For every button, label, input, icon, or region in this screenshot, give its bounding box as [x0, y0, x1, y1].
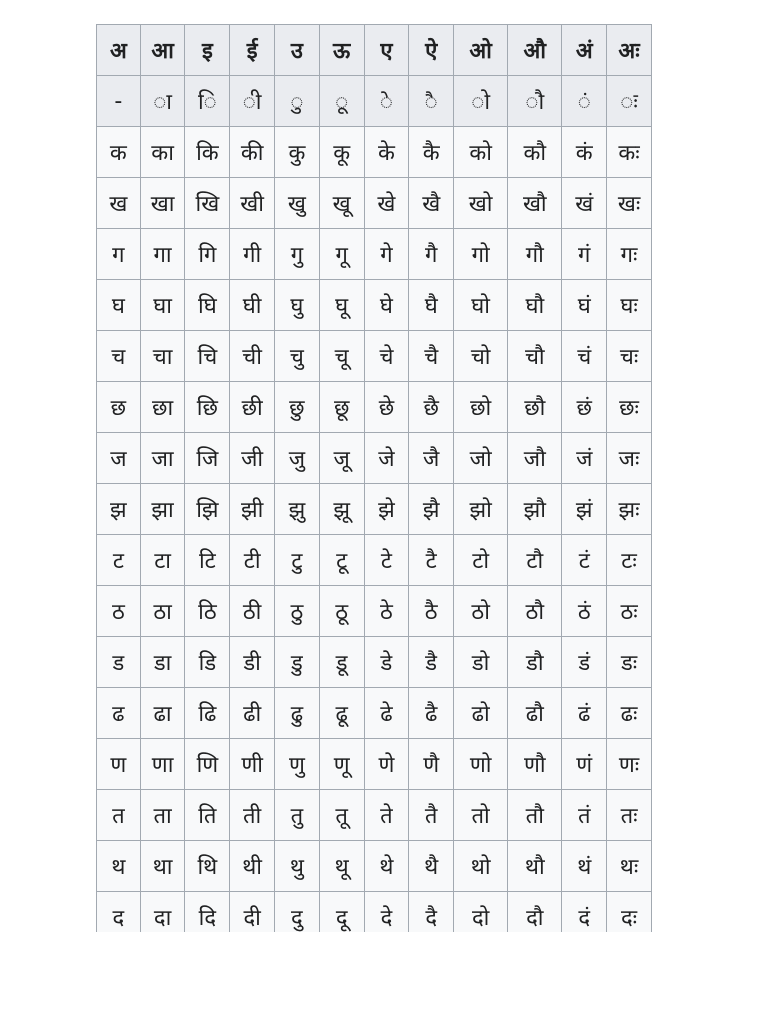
syllable-cell: छि	[185, 382, 230, 433]
syllable-cell: दू	[319, 892, 364, 933]
syllable-cell: घू	[319, 280, 364, 331]
syllable-cell: ठी	[230, 586, 275, 637]
syllable-cell: खै	[409, 178, 454, 229]
syllable-cell: जं	[562, 433, 607, 484]
syllable-cell: णू	[319, 739, 364, 790]
matra-header-cell: ◌ू	[319, 76, 364, 127]
syllable-cell: झू	[319, 484, 364, 535]
table-viewport	[96, 24, 652, 932]
syllable-cell: ढे	[364, 688, 409, 739]
syllable-cell: झः	[607, 484, 652, 535]
syllable-cell: ती	[230, 790, 275, 841]
syllable-cell: झे	[364, 484, 409, 535]
matra-header-cell: ◌ा	[140, 76, 185, 127]
syllable-cell: का	[140, 127, 185, 178]
syllable-cell: खी	[230, 178, 275, 229]
syllable-cell: चौ	[508, 331, 562, 382]
table-row	[97, 229, 652, 280]
syllable-cell: जु	[275, 433, 320, 484]
syllable-cell: छं	[562, 382, 607, 433]
syllable-cell: खौ	[508, 178, 562, 229]
syllable-cell: छी	[230, 382, 275, 433]
syllable-cell: चि	[185, 331, 230, 382]
syllable-cell: दा	[140, 892, 185, 933]
syllable-cell: तं	[562, 790, 607, 841]
syllable-cell: तु	[275, 790, 320, 841]
syllable-cell: टै	[409, 535, 454, 586]
syllable-cell: ठो	[454, 586, 508, 637]
syllable-cell: डौ	[508, 637, 562, 688]
syllable-cell: जो	[454, 433, 508, 484]
syllable-table-body	[97, 127, 652, 933]
syllable-cell: झी	[230, 484, 275, 535]
syllable-cell: टु	[275, 535, 320, 586]
syllable-cell: खू	[319, 178, 364, 229]
syllable-cell: झ	[97, 484, 141, 535]
syllable-cell: थः	[607, 841, 652, 892]
syllable-cell: चं	[562, 331, 607, 382]
syllable-cell: टौ	[508, 535, 562, 586]
syllable-cell: ढः	[607, 688, 652, 739]
table-row	[97, 739, 652, 790]
syllable-cell: छो	[454, 382, 508, 433]
syllable-cell: घि	[185, 280, 230, 331]
syllable-cell: थ	[97, 841, 141, 892]
syllable-cell: को	[454, 127, 508, 178]
syllable-cell: दै	[409, 892, 454, 933]
table-row	[97, 688, 652, 739]
syllable-cell: खं	[562, 178, 607, 229]
syllable-cell: टः	[607, 535, 652, 586]
syllable-cell: चू	[319, 331, 364, 382]
syllable-cell: ढू	[319, 688, 364, 739]
syllable-cell: छु	[275, 382, 320, 433]
syllable-cell: णि	[185, 739, 230, 790]
syllable-cell: तः	[607, 790, 652, 841]
matra-header-cell: ◌ी	[230, 76, 275, 127]
table-row	[97, 280, 652, 331]
table-row	[97, 637, 652, 688]
matra-header-row	[97, 76, 652, 127]
table-row	[97, 841, 652, 892]
syllable-cell: जौ	[508, 433, 562, 484]
syllable-cell: णु	[275, 739, 320, 790]
syllable-cell: दः	[607, 892, 652, 933]
vowel-header-cell: इ	[185, 25, 230, 76]
syllable-cell: छौ	[508, 382, 562, 433]
matra-header-cell: -	[97, 76, 141, 127]
syllable-cell: ची	[230, 331, 275, 382]
syllable-cell: टा	[140, 535, 185, 586]
vowel-header-cell: आ	[140, 25, 185, 76]
syllable-cell: डे	[364, 637, 409, 688]
syllable-cell: घे	[364, 280, 409, 331]
syllable-cell: झि	[185, 484, 230, 535]
syllable-cell: तो	[454, 790, 508, 841]
matra-header-cell: ◌ै	[409, 76, 454, 127]
syllable-cell: था	[140, 841, 185, 892]
syllable-cell: जि	[185, 433, 230, 484]
syllable-cell: चु	[275, 331, 320, 382]
syllable-cell: कौ	[508, 127, 562, 178]
syllable-cell: ढी	[230, 688, 275, 739]
syllable-cell: डु	[275, 637, 320, 688]
syllable-cell: खा	[140, 178, 185, 229]
matra-header-cell: ◌ो	[454, 76, 508, 127]
syllable-cell: कू	[319, 127, 364, 178]
vowel-header-cell: ऐ	[409, 25, 454, 76]
vowel-header-cell: ए	[364, 25, 409, 76]
table-row	[97, 790, 652, 841]
syllable-cell: ठा	[140, 586, 185, 637]
table-row	[97, 892, 652, 933]
syllable-cell: घं	[562, 280, 607, 331]
syllable-cell: णो	[454, 739, 508, 790]
syllable-cell: गो	[454, 229, 508, 280]
syllable-cell: ड	[97, 637, 141, 688]
syllable-cell: घौ	[508, 280, 562, 331]
syllable-cell: कः	[607, 127, 652, 178]
syllable-cell: टू	[319, 535, 364, 586]
syllable-cell: थि	[185, 841, 230, 892]
syllable-cell: डा	[140, 637, 185, 688]
syllable-cell: कु	[275, 127, 320, 178]
syllable-cell: खो	[454, 178, 508, 229]
syllable-cell: चः	[607, 331, 652, 382]
syllable-cell: गा	[140, 229, 185, 280]
syllable-cell: थु	[275, 841, 320, 892]
syllable-cell: जे	[364, 433, 409, 484]
syllable-cell: डू	[319, 637, 364, 688]
syllable-cell: घु	[275, 280, 320, 331]
syllable-cell: टी	[230, 535, 275, 586]
syllable-cell: ण	[97, 739, 141, 790]
syllable-cell: खः	[607, 178, 652, 229]
syllable-cell: चै	[409, 331, 454, 382]
syllable-cell: टे	[364, 535, 409, 586]
syllable-cell: झौ	[508, 484, 562, 535]
syllable-cell: घै	[409, 280, 454, 331]
syllable-cell: णं	[562, 739, 607, 790]
syllable-cell: डि	[185, 637, 230, 688]
syllable-cell: ढा	[140, 688, 185, 739]
syllable-cell: ठि	[185, 586, 230, 637]
syllable-cell: की	[230, 127, 275, 178]
table-row	[97, 535, 652, 586]
syllable-cell: द	[97, 892, 141, 933]
syllable-cell: डं	[562, 637, 607, 688]
syllable-cell: खि	[185, 178, 230, 229]
syllable-cell: झो	[454, 484, 508, 535]
syllable-cell: टं	[562, 535, 607, 586]
syllable-cell: गै	[409, 229, 454, 280]
syllable-cell: घ	[97, 280, 141, 331]
syllable-cell: गौ	[508, 229, 562, 280]
syllable-cell: ठः	[607, 586, 652, 637]
syllable-cell: ढै	[409, 688, 454, 739]
syllable-cell: दौ	[508, 892, 562, 933]
syllable-cell: णे	[364, 739, 409, 790]
syllable-cell: खे	[364, 178, 409, 229]
syllable-cell: थं	[562, 841, 607, 892]
syllable-cell: गु	[275, 229, 320, 280]
syllable-cell: च	[97, 331, 141, 382]
syllable-cell: णौ	[508, 739, 562, 790]
syllable-cell: ढ	[97, 688, 141, 739]
syllable-cell: ज	[97, 433, 141, 484]
syllable-cell: छः	[607, 382, 652, 433]
syllable-cell: गि	[185, 229, 230, 280]
syllable-cell: गी	[230, 229, 275, 280]
syllable-cell: दे	[364, 892, 409, 933]
syllable-cell: त	[97, 790, 141, 841]
matra-header-cell: ◌ौ	[508, 76, 562, 127]
syllable-cell: दि	[185, 892, 230, 933]
syllable-cell: ढं	[562, 688, 607, 739]
syllable-cell: जा	[140, 433, 185, 484]
syllable-cell: कै	[409, 127, 454, 178]
syllable-cell: झु	[275, 484, 320, 535]
syllable-cell: चे	[364, 331, 409, 382]
syllable-cell: ठं	[562, 586, 607, 637]
syllable-cell: क	[97, 127, 141, 178]
syllable-cell: थी	[230, 841, 275, 892]
syllable-cell: ढो	[454, 688, 508, 739]
table-row	[97, 586, 652, 637]
syllable-cell: जः	[607, 433, 652, 484]
syllable-cell: छू	[319, 382, 364, 433]
syllable-cell: णः	[607, 739, 652, 790]
vowel-header-cell: अ	[97, 25, 141, 76]
syllable-cell: ते	[364, 790, 409, 841]
vowel-header-cell: उ	[275, 25, 320, 76]
syllable-cell: झै	[409, 484, 454, 535]
syllable-cell: टो	[454, 535, 508, 586]
table-row	[97, 127, 652, 178]
syllable-cell: झं	[562, 484, 607, 535]
syllable-cell: थौ	[508, 841, 562, 892]
syllable-cell: घी	[230, 280, 275, 331]
syllable-cell: तौ	[508, 790, 562, 841]
syllable-cell: डै	[409, 637, 454, 688]
syllable-cell: णी	[230, 739, 275, 790]
syllable-cell: खु	[275, 178, 320, 229]
syllable-cell: थै	[409, 841, 454, 892]
syllable-cell: णा	[140, 739, 185, 790]
syllable-cell: गं	[562, 229, 607, 280]
syllable-cell: दु	[275, 892, 320, 933]
syllable-cell: तै	[409, 790, 454, 841]
table-row	[97, 382, 652, 433]
syllable-cell: ख	[97, 178, 141, 229]
syllable-cell: थे	[364, 841, 409, 892]
syllable-cell: के	[364, 127, 409, 178]
syllable-cell: ठे	[364, 586, 409, 637]
syllable-cell: ठौ	[508, 586, 562, 637]
syllable-cell: ठू	[319, 586, 364, 637]
syllable-cell: ढु	[275, 688, 320, 739]
syllable-cell: जी	[230, 433, 275, 484]
syllable-cell: छै	[409, 382, 454, 433]
syllable-cell: कं	[562, 127, 607, 178]
syllable-cell: घो	[454, 280, 508, 331]
matra-header-cell: ◌ं	[562, 76, 607, 127]
syllable-cell: दी	[230, 892, 275, 933]
vowel-header-cell: ओ	[454, 25, 508, 76]
table-row	[97, 331, 652, 382]
table-row	[97, 433, 652, 484]
vowel-header-cell: अः	[607, 25, 652, 76]
syllable-cell: चा	[140, 331, 185, 382]
syllable-cell: छा	[140, 382, 185, 433]
syllable-cell: जू	[319, 433, 364, 484]
table-row	[97, 178, 652, 229]
vowel-header-cell: ऊ	[319, 25, 364, 76]
syllable-cell: तू	[319, 790, 364, 841]
syllable-cell: ढि	[185, 688, 230, 739]
vowel-header-cell: औ	[508, 25, 562, 76]
syllable-cell: गः	[607, 229, 652, 280]
syllable-cell: टि	[185, 535, 230, 586]
syllable-cell: झा	[140, 484, 185, 535]
syllable-cell: थू	[319, 841, 364, 892]
syllable-cell: डो	[454, 637, 508, 688]
syllable-cell: छ	[97, 382, 141, 433]
syllable-cell: डः	[607, 637, 652, 688]
syllable-cell: ता	[140, 790, 185, 841]
matra-header-cell: ◌ु	[275, 76, 320, 127]
matra-header-cell: ◌ः	[607, 76, 652, 127]
vowel-header-cell: अं	[562, 25, 607, 76]
syllable-cell: ठ	[97, 586, 141, 637]
syllable-cell: घा	[140, 280, 185, 331]
syllable-cell: णै	[409, 739, 454, 790]
vowel-header-row	[97, 25, 652, 76]
syllable-cell: गू	[319, 229, 364, 280]
barakhadi-table	[96, 24, 652, 932]
syllable-cell: ढौ	[508, 688, 562, 739]
syllable-cell: दो	[454, 892, 508, 933]
syllable-cell: ग	[97, 229, 141, 280]
table-row	[97, 484, 652, 535]
vowel-header-cell: ई	[230, 25, 275, 76]
syllable-cell: चो	[454, 331, 508, 382]
syllable-cell: ट	[97, 535, 141, 586]
syllable-cell: कि	[185, 127, 230, 178]
matra-header-cell: ◌े	[364, 76, 409, 127]
syllable-cell: ठु	[275, 586, 320, 637]
syllable-cell: थो	[454, 841, 508, 892]
syllable-cell: छे	[364, 382, 409, 433]
syllable-cell: ठै	[409, 586, 454, 637]
syllable-cell: दं	[562, 892, 607, 933]
syllable-cell: जै	[409, 433, 454, 484]
matra-header-cell: ◌ि	[185, 76, 230, 127]
syllable-cell: ति	[185, 790, 230, 841]
syllable-cell: डी	[230, 637, 275, 688]
syllable-cell: गे	[364, 229, 409, 280]
syllable-cell: घः	[607, 280, 652, 331]
